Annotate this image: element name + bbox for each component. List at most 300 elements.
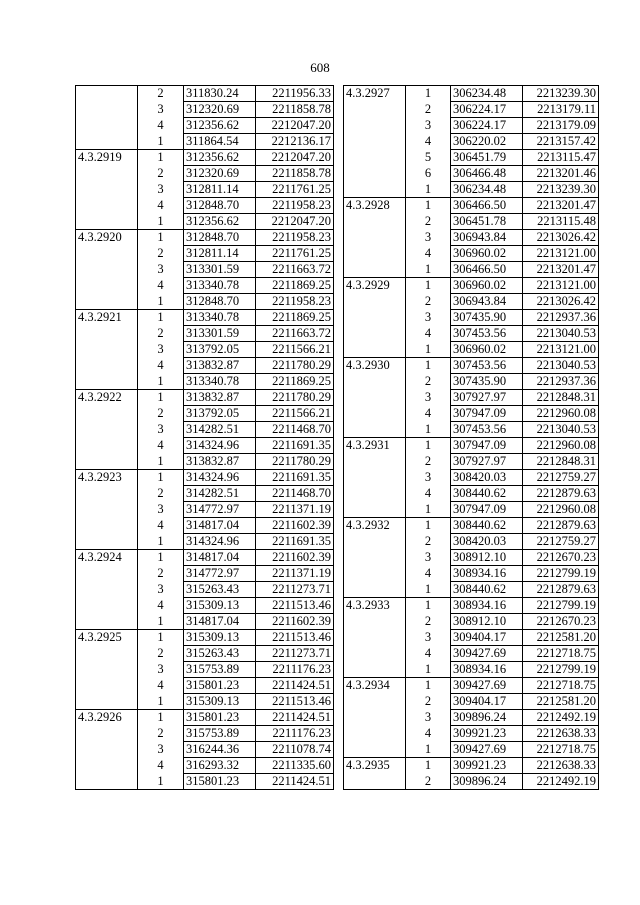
table-row bbox=[344, 486, 599, 502]
x-coordinate-cell: 315309.13 bbox=[184, 694, 256, 710]
table-row bbox=[76, 166, 334, 182]
x-coordinate-cell: 315801.23 bbox=[184, 774, 256, 790]
parcel-id-cell bbox=[76, 278, 138, 294]
parcel-id-cell bbox=[76, 582, 138, 598]
parcel-id-cell bbox=[76, 166, 138, 182]
point-number-cell: 1 bbox=[138, 710, 184, 726]
y-coordinate-cell: 2212759.27 bbox=[523, 470, 599, 486]
table-row bbox=[76, 774, 334, 790]
y-coordinate-cell: 2211858.78 bbox=[256, 166, 334, 182]
y-coordinate-cell: 2211956.33 bbox=[256, 86, 334, 102]
parcel-id-cell bbox=[344, 294, 406, 310]
table-row bbox=[76, 566, 334, 582]
x-coordinate-cell: 306466.50 bbox=[451, 198, 523, 214]
parcel-id-cell bbox=[76, 246, 138, 262]
table-row bbox=[344, 390, 599, 406]
table-row bbox=[344, 438, 599, 454]
y-coordinate-cell: 2211869.25 bbox=[256, 310, 334, 326]
parcel-id-cell bbox=[344, 470, 406, 486]
table-row bbox=[76, 646, 334, 662]
parcel-id-cell: 4.3.2932 bbox=[344, 518, 406, 534]
y-coordinate-cell: 2212960.08 bbox=[523, 438, 599, 454]
x-coordinate-cell: 309896.24 bbox=[451, 774, 523, 790]
x-coordinate-cell: 314282.51 bbox=[184, 422, 256, 438]
table-row bbox=[344, 470, 599, 486]
table-row bbox=[344, 598, 599, 614]
table-row bbox=[344, 310, 599, 326]
table-row bbox=[344, 582, 599, 598]
point-number-cell: 4 bbox=[424, 565, 432, 580]
y-coordinate-cell: 2212799.19 bbox=[523, 598, 599, 614]
coordinates-table-right bbox=[343, 85, 599, 790]
parcel-id-cell bbox=[344, 550, 406, 566]
point-number-cell: 3 bbox=[157, 341, 164, 356]
parcel-id-cell bbox=[76, 342, 138, 358]
point-number-cell: 4 bbox=[424, 405, 432, 420]
x-coordinate-cell: 308440.62 bbox=[451, 486, 523, 502]
point-number-cell: 1 bbox=[424, 581, 432, 596]
parcel-id-cell bbox=[76, 742, 138, 758]
parcel-id-cell bbox=[76, 678, 138, 694]
point-number-cell: 2 bbox=[424, 213, 432, 228]
parcel-id-cell bbox=[76, 662, 138, 678]
y-coordinate-cell: 2211602.39 bbox=[256, 518, 334, 534]
table-row bbox=[76, 358, 334, 374]
x-coordinate-cell: 306224.17 bbox=[451, 118, 523, 134]
table-row bbox=[76, 310, 334, 326]
x-coordinate-cell: 314817.04 bbox=[184, 614, 256, 630]
y-coordinate-cell: 2211691.35 bbox=[256, 534, 334, 550]
point-number-cell: 3 bbox=[157, 261, 164, 276]
table-row bbox=[344, 534, 599, 550]
y-coordinate-cell: 2212937.36 bbox=[523, 310, 599, 326]
parcel-id-cell bbox=[76, 726, 138, 742]
x-coordinate-cell: 309404.17 bbox=[451, 694, 523, 710]
y-coordinate-cell: 2212670.23 bbox=[523, 550, 599, 566]
table-row bbox=[344, 502, 599, 518]
table-row bbox=[344, 662, 599, 678]
parcel-id-cell bbox=[344, 662, 406, 678]
table-row bbox=[344, 646, 599, 662]
point-number-cell: 2 bbox=[424, 693, 432, 708]
x-coordinate-cell: 313340.78 bbox=[184, 310, 256, 326]
point-number-cell: 1 bbox=[424, 421, 432, 436]
parcel-id-cell: 4.3.2929 bbox=[344, 278, 406, 294]
point-number-cell: 4 bbox=[157, 597, 164, 612]
x-coordinate-cell: 307453.56 bbox=[451, 358, 523, 374]
y-coordinate-cell: 2213040.53 bbox=[523, 326, 599, 342]
table-row bbox=[344, 86, 599, 102]
parcel-id-cell: 4.3.2933 bbox=[344, 598, 406, 614]
table-row bbox=[76, 422, 334, 438]
point-number-cell: 1 bbox=[424, 661, 432, 676]
point-number-cell: 2 bbox=[406, 774, 451, 790]
point-number-cell: 1 bbox=[157, 613, 164, 628]
x-coordinate-cell: 312811.14 bbox=[184, 246, 256, 262]
x-coordinate-cell: 312848.70 bbox=[184, 294, 256, 310]
y-coordinate-cell: 2211958.23 bbox=[256, 294, 334, 310]
parcel-id-cell: 4.3.2927 bbox=[344, 86, 406, 102]
y-coordinate-cell: 2211468.70 bbox=[256, 422, 334, 438]
point-number-cell: 2 bbox=[157, 485, 164, 500]
x-coordinate-cell: 309427.69 bbox=[451, 742, 523, 758]
table-row bbox=[76, 726, 334, 742]
y-coordinate-cell: 2211780.29 bbox=[256, 454, 334, 470]
x-coordinate-cell: 314324.96 bbox=[184, 438, 256, 454]
y-coordinate-cell: 2212492.19 bbox=[523, 710, 599, 726]
point-number-cell: 3 bbox=[157, 501, 164, 516]
table-row bbox=[76, 678, 334, 694]
point-number-cell: 1 bbox=[406, 758, 451, 774]
x-coordinate-cell: 306960.02 bbox=[451, 278, 523, 294]
point-number-cell: 4 bbox=[157, 757, 164, 772]
x-coordinate-cell: 314282.51 bbox=[184, 486, 256, 502]
parcel-id-cell: 4.3.2934 bbox=[344, 678, 406, 694]
y-coordinate-cell: 2212960.08 bbox=[523, 406, 599, 422]
table-body-right bbox=[344, 86, 599, 790]
y-coordinate-cell: 2213179.09 bbox=[523, 118, 599, 134]
y-coordinate-cell: 2212047.20 bbox=[256, 150, 334, 166]
point-number-cell: 1 bbox=[138, 150, 184, 166]
table-row bbox=[344, 326, 599, 342]
y-coordinate-cell: 2212581.20 bbox=[523, 630, 599, 646]
x-coordinate-cell: 306943.84 bbox=[451, 230, 523, 246]
point-number-cell: 2 bbox=[157, 325, 164, 340]
parcel-id-cell bbox=[344, 422, 406, 438]
table-row bbox=[76, 230, 334, 246]
y-coordinate-cell: 2212718.75 bbox=[523, 678, 599, 694]
parcel-id-cell bbox=[344, 566, 406, 582]
table-row bbox=[76, 294, 334, 310]
table-row bbox=[344, 614, 599, 630]
y-coordinate-cell: 2211663.72 bbox=[256, 326, 334, 342]
x-coordinate-cell: 309921.23 bbox=[451, 726, 523, 742]
y-coordinate-cell: 2211566.21 bbox=[256, 406, 334, 422]
x-coordinate-cell: 306234.48 bbox=[451, 86, 523, 102]
point-number-cell: 2 bbox=[424, 293, 432, 308]
x-coordinate-cell: 316293.32 bbox=[184, 758, 256, 774]
x-coordinate-cell: 313792.05 bbox=[184, 406, 256, 422]
x-coordinate-cell: 313832.87 bbox=[184, 454, 256, 470]
point-number-cell: 2 bbox=[424, 533, 432, 548]
parcel-id-cell bbox=[76, 614, 138, 630]
point-number-cell: 4 bbox=[157, 357, 164, 372]
table-row bbox=[344, 214, 599, 230]
point-number-cell: 1 bbox=[138, 630, 184, 646]
parcel-id-cell bbox=[76, 438, 138, 454]
point-number-cell: 3 bbox=[157, 101, 164, 116]
point-number-cell: 4 bbox=[424, 645, 432, 660]
parcel-id-cell bbox=[344, 230, 406, 246]
y-coordinate-cell: 2211424.51 bbox=[256, 774, 334, 790]
y-coordinate-cell: 2213026.42 bbox=[523, 230, 599, 246]
parcel-id-cell bbox=[344, 502, 406, 518]
table-row bbox=[76, 342, 334, 358]
y-coordinate-cell: 2211780.29 bbox=[256, 390, 334, 406]
x-coordinate-cell: 312356.62 bbox=[184, 118, 256, 134]
x-coordinate-cell: 306451.79 bbox=[451, 150, 523, 166]
page-number: 608 bbox=[310, 60, 330, 75]
table-row bbox=[76, 278, 334, 294]
parcel-id-cell: 4.3.2928 bbox=[344, 198, 406, 214]
point-number-cell: 4 bbox=[424, 325, 432, 340]
x-coordinate-cell: 308912.10 bbox=[451, 550, 523, 566]
table-row bbox=[76, 598, 334, 614]
x-coordinate-cell: 309921.23 bbox=[451, 758, 523, 774]
parcel-id-cell bbox=[76, 102, 138, 118]
table-row bbox=[344, 198, 599, 214]
table-row bbox=[76, 390, 334, 406]
table-row bbox=[344, 742, 599, 758]
y-coordinate-cell: 2211513.46 bbox=[256, 630, 334, 646]
parcel-id-cell bbox=[76, 566, 138, 582]
x-coordinate-cell: 312320.69 bbox=[184, 166, 256, 182]
table-row bbox=[76, 470, 334, 486]
y-coordinate-cell: 2212581.20 bbox=[523, 694, 599, 710]
y-coordinate-cell: 2213121.00 bbox=[523, 246, 599, 262]
parcel-id-cell bbox=[76, 134, 138, 150]
parcel-id-cell bbox=[344, 182, 406, 198]
point-number-cell: 4 bbox=[157, 437, 164, 452]
y-coordinate-cell: 2211273.71 bbox=[256, 646, 334, 662]
y-coordinate-cell: 2212136.17 bbox=[256, 134, 334, 150]
point-number-cell: 1 bbox=[406, 438, 451, 454]
point-number-cell: 5 bbox=[424, 149, 432, 164]
x-coordinate-cell: 313301.59 bbox=[184, 326, 256, 342]
point-number-cell: 3 bbox=[157, 181, 164, 196]
x-coordinate-cell: 314817.04 bbox=[184, 550, 256, 566]
parcel-id-cell bbox=[76, 406, 138, 422]
table-row bbox=[344, 710, 599, 726]
y-coordinate-cell: 2212718.75 bbox=[523, 646, 599, 662]
y-coordinate-cell: 2212799.19 bbox=[523, 566, 599, 582]
parcel-id-cell bbox=[344, 150, 406, 166]
y-coordinate-cell: 2212638.33 bbox=[523, 726, 599, 742]
y-coordinate-cell: 2211371.19 bbox=[256, 502, 334, 518]
parcel-id-cell bbox=[344, 774, 406, 790]
x-coordinate-cell: 315263.43 bbox=[184, 582, 256, 598]
point-number-cell: 1 bbox=[157, 533, 164, 548]
parcel-id-cell bbox=[344, 374, 406, 390]
x-coordinate-cell: 309427.69 bbox=[451, 678, 523, 694]
y-coordinate-cell: 2211566.21 bbox=[256, 342, 334, 358]
point-number-cell: 1 bbox=[157, 133, 164, 148]
parcel-id-cell bbox=[76, 486, 138, 502]
x-coordinate-cell: 315309.13 bbox=[184, 630, 256, 646]
point-number-cell: 3 bbox=[157, 741, 164, 756]
y-coordinate-cell: 2213121.00 bbox=[523, 342, 599, 358]
table-row bbox=[76, 486, 334, 502]
parcel-id-cell bbox=[76, 358, 138, 374]
point-number-cell: 1 bbox=[406, 518, 451, 534]
x-coordinate-cell: 315263.43 bbox=[184, 646, 256, 662]
x-coordinate-cell: 312848.70 bbox=[184, 198, 256, 214]
y-coordinate-cell: 2213157.42 bbox=[523, 134, 599, 150]
parcel-id-cell bbox=[76, 182, 138, 198]
point-number-cell: 1 bbox=[406, 86, 451, 102]
parcel-id-cell bbox=[344, 262, 406, 278]
parcel-id-cell bbox=[76, 326, 138, 342]
parcel-id-cell bbox=[76, 374, 138, 390]
y-coordinate-cell: 2212047.20 bbox=[256, 214, 334, 230]
point-number-cell: 3 bbox=[424, 389, 432, 404]
point-number-cell: 4 bbox=[157, 117, 164, 132]
point-number-cell: 1 bbox=[138, 470, 184, 486]
parcel-id-cell bbox=[344, 710, 406, 726]
y-coordinate-cell: 2212937.36 bbox=[523, 374, 599, 390]
y-coordinate-cell: 2211273.71 bbox=[256, 582, 334, 598]
parcel-id-cell bbox=[76, 198, 138, 214]
x-coordinate-cell: 306451.78 bbox=[451, 214, 523, 230]
point-number-cell: 4 bbox=[157, 677, 164, 692]
y-coordinate-cell: 2211513.46 bbox=[256, 694, 334, 710]
point-number-cell: 1 bbox=[424, 181, 432, 196]
x-coordinate-cell: 306960.02 bbox=[451, 246, 523, 262]
parcel-id-cell bbox=[76, 774, 138, 790]
y-coordinate-cell: 2212670.23 bbox=[523, 614, 599, 630]
x-coordinate-cell: 306234.48 bbox=[451, 182, 523, 198]
x-coordinate-cell: 313792.05 bbox=[184, 342, 256, 358]
parcel-id-cell: 4.3.2935 bbox=[344, 758, 406, 774]
x-coordinate-cell: 316244.36 bbox=[184, 742, 256, 758]
parcel-id-cell bbox=[344, 646, 406, 662]
point-number-cell: 4 bbox=[157, 277, 164, 292]
x-coordinate-cell: 312811.14 bbox=[184, 182, 256, 198]
point-number-cell: 3 bbox=[157, 661, 164, 676]
table-row bbox=[344, 774, 599, 790]
parcel-id-cell bbox=[344, 102, 406, 118]
table-row bbox=[344, 454, 599, 470]
parcel-id-cell bbox=[76, 694, 138, 710]
point-number-cell: 1 bbox=[406, 598, 451, 614]
y-coordinate-cell: 2213179.11 bbox=[523, 102, 599, 118]
point-number-cell: 3 bbox=[424, 117, 432, 132]
parcel-id-cell bbox=[76, 454, 138, 470]
point-number-cell: 1 bbox=[424, 261, 432, 276]
y-coordinate-cell: 2213040.53 bbox=[523, 422, 599, 438]
parcel-id-cell bbox=[344, 614, 406, 630]
table-row bbox=[76, 758, 334, 774]
table-row bbox=[344, 422, 599, 438]
table-row bbox=[344, 694, 599, 710]
table-row bbox=[344, 678, 599, 694]
x-coordinate-cell: 315753.89 bbox=[184, 726, 256, 742]
y-coordinate-cell: 2213115.48 bbox=[523, 214, 599, 230]
x-coordinate-cell: 308440.62 bbox=[451, 518, 523, 534]
table-row bbox=[76, 502, 334, 518]
table-row bbox=[76, 86, 334, 102]
coordinates-table-left bbox=[75, 85, 334, 790]
table-row bbox=[76, 742, 334, 758]
parcel-id-cell: 4.3.2920 bbox=[76, 230, 138, 246]
x-coordinate-cell: 315801.23 bbox=[184, 678, 256, 694]
x-coordinate-cell: 308440.62 bbox=[451, 582, 523, 598]
x-coordinate-cell: 311864.54 bbox=[184, 134, 256, 150]
x-coordinate-cell: 308912.10 bbox=[451, 614, 523, 630]
table-row bbox=[76, 710, 334, 726]
x-coordinate-cell: 314324.96 bbox=[184, 534, 256, 550]
table-body-left bbox=[76, 86, 334, 790]
table-row bbox=[344, 262, 599, 278]
table-row bbox=[76, 454, 334, 470]
x-coordinate-cell: 307947.09 bbox=[451, 406, 523, 422]
point-number-cell: 1 bbox=[138, 310, 184, 326]
x-coordinate-cell: 314772.97 bbox=[184, 566, 256, 582]
x-coordinate-cell: 315753.89 bbox=[184, 662, 256, 678]
x-coordinate-cell: 313301.59 bbox=[184, 262, 256, 278]
table-row bbox=[76, 118, 334, 134]
point-number-cell: 2 bbox=[157, 565, 164, 580]
table-row bbox=[76, 326, 334, 342]
parcel-id-cell bbox=[76, 502, 138, 518]
point-number-cell: 1 bbox=[138, 390, 184, 406]
y-coordinate-cell: 2212638.33 bbox=[523, 758, 599, 774]
table-row bbox=[76, 406, 334, 422]
x-coordinate-cell: 309896.24 bbox=[451, 710, 523, 726]
y-coordinate-cell: 2211761.25 bbox=[256, 182, 334, 198]
point-number-cell: 2 bbox=[424, 613, 432, 628]
table-row bbox=[76, 582, 334, 598]
y-coordinate-cell: 2212799.19 bbox=[523, 662, 599, 678]
table-row bbox=[344, 758, 599, 774]
table-row bbox=[344, 406, 599, 422]
point-number-cell: 1 bbox=[406, 358, 451, 374]
table-row bbox=[344, 550, 599, 566]
y-coordinate-cell: 2212879.63 bbox=[523, 518, 599, 534]
y-coordinate-cell: 2213121.00 bbox=[523, 278, 599, 294]
table-row bbox=[76, 694, 334, 710]
parcel-id-cell bbox=[344, 742, 406, 758]
y-coordinate-cell: 2213201.47 bbox=[523, 262, 599, 278]
table-row bbox=[344, 134, 599, 150]
parcel-id-cell bbox=[76, 598, 138, 614]
y-coordinate-cell: 2213026.42 bbox=[523, 294, 599, 310]
parcel-id-cell bbox=[344, 454, 406, 470]
table-row bbox=[76, 662, 334, 678]
x-coordinate-cell: 308934.16 bbox=[451, 662, 523, 678]
point-number-cell: 2 bbox=[157, 725, 164, 740]
point-number-cell: 3 bbox=[424, 229, 432, 244]
y-coordinate-cell: 2213201.46 bbox=[523, 166, 599, 182]
table-row bbox=[76, 518, 334, 534]
x-coordinate-cell: 313340.78 bbox=[184, 374, 256, 390]
table-row bbox=[344, 294, 599, 310]
x-coordinate-cell: 312356.62 bbox=[184, 150, 256, 166]
y-coordinate-cell: 2211958.23 bbox=[256, 230, 334, 246]
x-coordinate-cell: 306224.17 bbox=[451, 102, 523, 118]
table-row bbox=[344, 102, 599, 118]
parcel-id-cell bbox=[344, 118, 406, 134]
point-number-cell: 3 bbox=[424, 469, 432, 484]
x-coordinate-cell: 306466.48 bbox=[451, 166, 523, 182]
y-coordinate-cell: 2211761.25 bbox=[256, 246, 334, 262]
y-coordinate-cell: 2212492.19 bbox=[523, 774, 599, 790]
point-number-cell: 1 bbox=[157, 213, 164, 228]
table-row bbox=[76, 246, 334, 262]
parcel-id-cell: 4.3.2923 bbox=[76, 470, 138, 486]
y-coordinate-cell: 2211602.39 bbox=[256, 550, 334, 566]
point-number-cell: 1 bbox=[157, 453, 164, 468]
y-coordinate-cell: 2211176.23 bbox=[256, 662, 334, 678]
parcel-id-cell: 4.3.2931 bbox=[344, 438, 406, 454]
y-coordinate-cell: 2212759.27 bbox=[523, 534, 599, 550]
parcel-id-cell bbox=[344, 694, 406, 710]
y-coordinate-cell: 2213239.30 bbox=[523, 86, 599, 102]
y-coordinate-cell: 2211468.70 bbox=[256, 486, 334, 502]
y-coordinate-cell: 2211335.60 bbox=[256, 758, 334, 774]
point-number-cell: 3 bbox=[424, 309, 432, 324]
x-coordinate-cell: 314324.96 bbox=[184, 470, 256, 486]
